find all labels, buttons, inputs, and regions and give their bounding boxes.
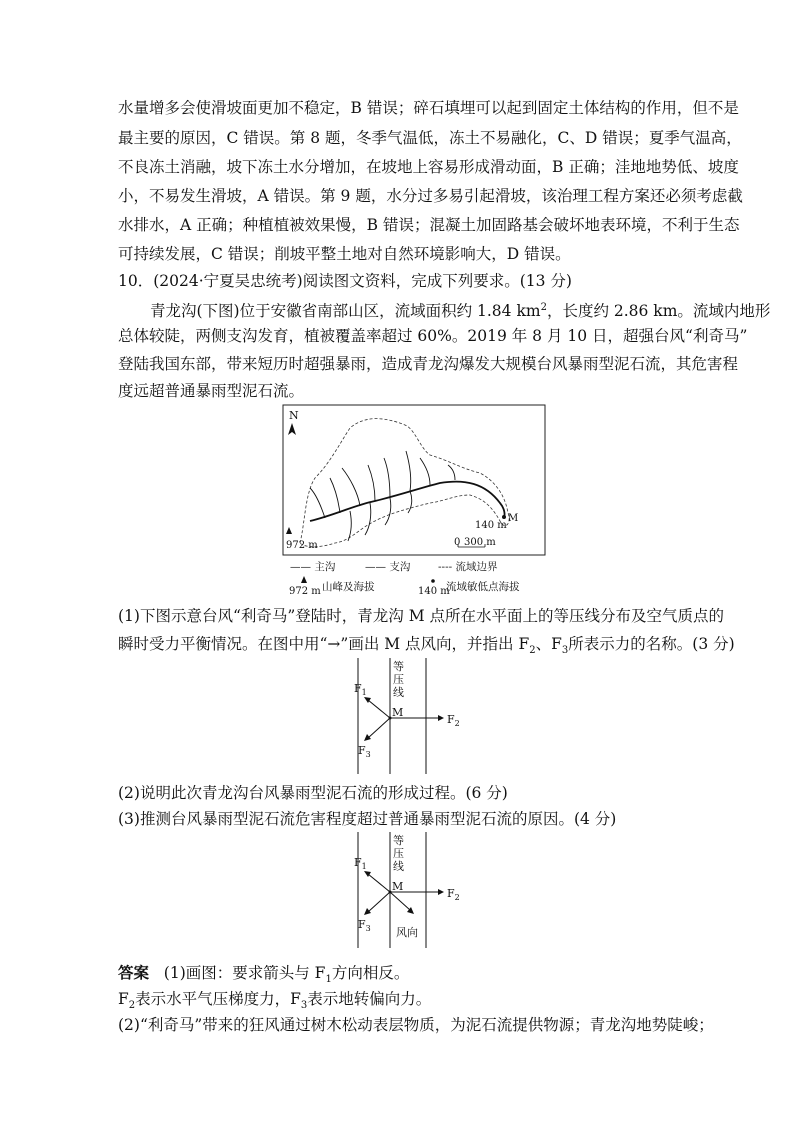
svg-text:压: 压	[393, 673, 404, 686]
force-diagram-2	[340, 830, 480, 950]
point-m-label: M	[508, 513, 519, 524]
f2-arrow-icon	[438, 889, 444, 895]
svg-text:F2: $F_2$	[447, 713, 460, 728]
paragraph-line: 可持续发展，C 错误；削坡平整土地对自然环境影响大，D 错误。	[118, 245, 571, 263]
sub-question-3: (3)推测台风暴雨型泥石流危害程度超过普通暴雨型泥石流的原因。(4 分)	[118, 810, 617, 828]
svg-text:F3: $F_3$	[358, 744, 371, 759]
svg-text:等: 等	[393, 660, 404, 673]
f3-arrow-icon	[364, 908, 371, 915]
question-header: 10．(2024·宁夏吴忠统考)阅读图文资料，完成下列要求。(13 分)	[118, 272, 572, 290]
paragraph-line: 小，不易发生滑坡，A 错误。第 9 题，水分过多易引起滑坡，该治理工程方案还必须考虑截	[118, 187, 743, 205]
paragraph-line: 最主要的原因，C 错误。第 8 题，冬季气温低，冻土不易融化，C、D 错误；夏季气温高，	[118, 129, 742, 147]
svg-text:线: 线	[393, 686, 404, 699]
question-intro-line: 度远超普通暴雨型泥石流。	[118, 382, 305, 400]
sub-question-1: (1)下图示意台风“利奇马”登陆时，青龙沟 M 点所在水平面上的等压线分布及空气质点的	[118, 607, 725, 625]
answer-line-1: 答案 (1)画图：要求箭头与 $F_1$方向相反。	[118, 963, 410, 986]
svg-text:F1: $F_1$	[354, 682, 367, 697]
paragraph-line: 水排水，A 正确；种植植被效果慢，B 错误；混凝土加固路基会破坏地表环境，不利于生态	[118, 216, 740, 234]
f2-arrow-icon	[438, 715, 444, 721]
wind-direction-label: 风向	[396, 926, 418, 939]
legend-peak-text: 山峰及海拔	[322, 581, 375, 593]
svg-text:压: 压	[393, 847, 404, 860]
question-intro-line: 总体较陡，两侧支沟发育，植被覆盖率超过 60%。2019 年 8 月 10 日，超强台风“利奇马”	[118, 327, 748, 345]
point-m-label: M	[392, 880, 404, 893]
branch-channels	[310, 451, 455, 541]
north-label: N	[289, 409, 299, 422]
scale-label: 300 m	[464, 537, 496, 548]
svg-text:线: 线	[393, 860, 404, 873]
legend-peak-icon	[301, 576, 307, 583]
scale-zero: 0	[454, 537, 461, 548]
sub-question-1-cont: 瞬时受力平衡情况。在图中用“→”画出 M 点风向，并指出 $F_2$、$F_3$所表示力的名称。(3 分)	[118, 635, 735, 657]
paragraph-line: 不良冻土消融，坡下冻土水分增加，在坡地上容易形成滑动面，B 正确；洼地地势低、坡度	[118, 158, 739, 176]
low-point-label: 140 m	[475, 520, 507, 531]
svg-text:F3: $F_3$	[358, 918, 371, 933]
paragraph-line: 水量增多会使滑坡面更加不稳定，B 错误；碎石填埋可以起到固定土体结构的作用，但不是	[118, 99, 739, 117]
legend-peak-value: 972 m	[289, 586, 321, 597]
question-intro-line: 青龙沟(下图)位于安徽省南部山区，流域面积约 1.84 $km^2$，长度约 2.86 km。流域内地形	[150, 302, 771, 321]
legend-branch: —— 支沟	[365, 561, 411, 573]
svg-text:等: 等	[393, 834, 404, 847]
answer-label: 答案	[118, 963, 150, 982]
main-channel	[310, 482, 505, 521]
force-diagram-1	[340, 656, 480, 776]
svg-text:F1: $F_1$	[354, 856, 367, 871]
question-intro-line: 登陆我国东部，带来短历时超强暴雨，造成青龙沟爆发大规模台风暴雨型泥石流，其危害程	[118, 355, 739, 373]
svg-text:F2: $F_2$	[447, 887, 460, 902]
point-m	[502, 515, 506, 519]
peak-icon	[286, 527, 292, 534]
legend-main: —— 主沟	[290, 561, 336, 573]
answer-line-3: (2)“利奇马”带来的狂风通过树木松动表层物质，为泥石流提供物源；青龙沟地势陡峻；	[118, 1016, 714, 1034]
legend-low-value: 140 m	[418, 586, 450, 597]
legend-low-text: 流域敏低点海拔	[446, 581, 520, 593]
watershed-map	[280, 403, 550, 603]
legend-boundary: ---- 流域边界	[438, 561, 498, 573]
north-arrow-icon	[288, 423, 296, 435]
peak-label: 972 m	[286, 540, 318, 551]
point-m-label: M	[392, 706, 404, 719]
f3-arrow-icon	[364, 734, 371, 741]
sub-question-2: (2)说明此次青龙沟台风暴雨型泥石流的形成过程。(6 分)	[118, 784, 508, 802]
legend-low-icon	[431, 579, 435, 583]
answer-line-2: $F_2$表示水平气压梯度力，$F_3$表示地转偏向力。	[118, 990, 432, 1012]
